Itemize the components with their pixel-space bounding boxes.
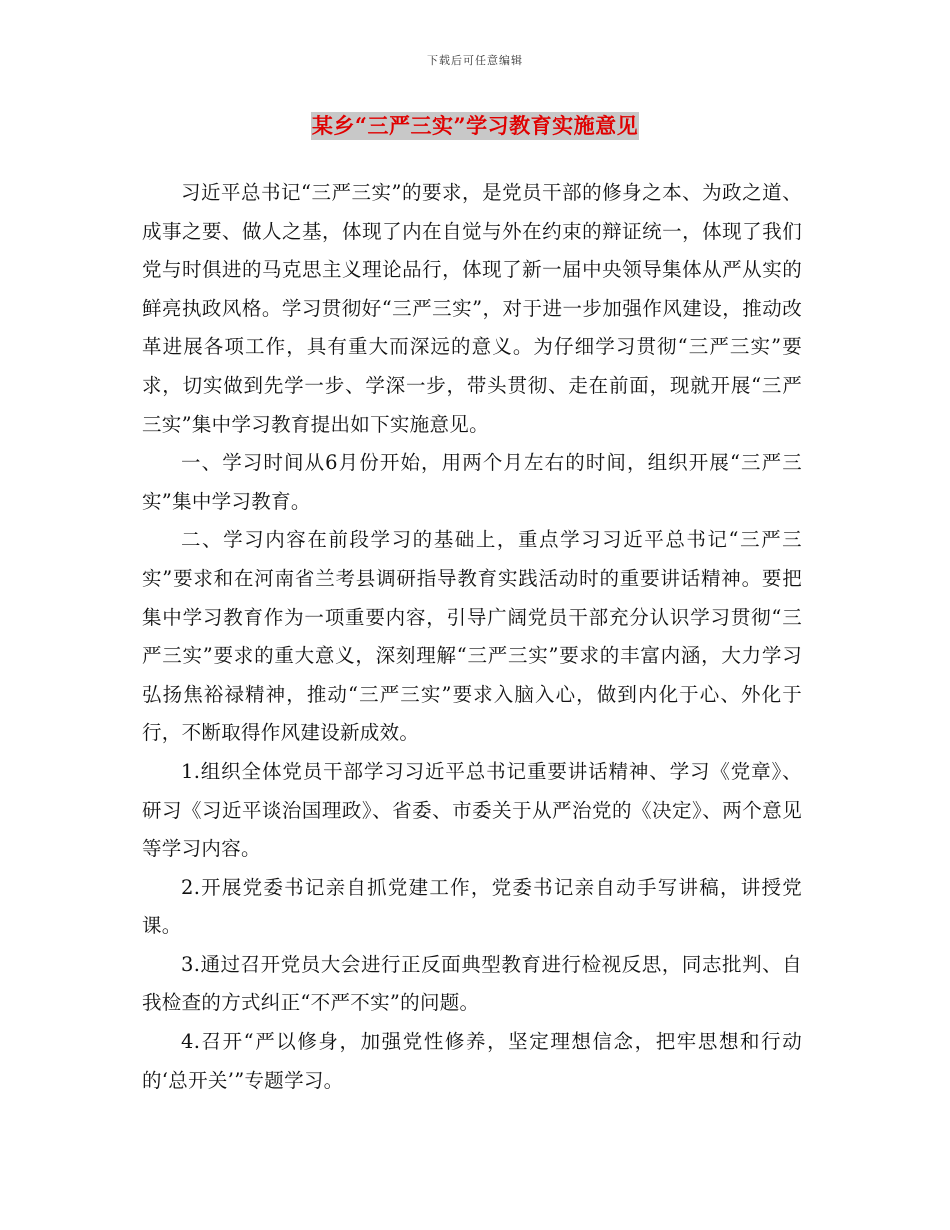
document-title: 某乡“三严三实”学习教育实施意见	[311, 113, 639, 138]
paragraph-item-3: 3.通过召开党员大会进行正反面典型教育进行检视反思，同志批判、自我检查的方式纠正“不严不实”的问题。	[142, 952, 802, 1015]
paragraph-item-4: 4.召开“严以修身，加强党性修养，坚定理想信念，把牢思想和行动的‘总开关’”专题学习。	[142, 1030, 802, 1092]
paragraph-item-1: 1.组织全体党员干部学习习近平总书记重要讲话精神、学习《党章》、研习《习近平谈治国理政》、省委、市委关于从严治党的《决定》、两个意见等学习内容。	[142, 759, 802, 861]
document-body	[142, 174, 802, 1100]
header-note: 下载后可任意编辑	[427, 54, 523, 67]
paragraph-section-1: 一、学习时间从6月份开始，用两个月左右的时间，组织开展“三严三实”集中学习教育。	[142, 451, 802, 513]
paragraph-section-2: 二、学习内容在前段学习的基础上，重点学习习近平总书记“三严三实”要求和在河南省兰考县调研指导教育实践活动时的重要讲话精神。要把集中学习教育作为一项重要内容，引导广阔党员干部充分认识学习贯彻“三严三实”要求的重大意义，深刻理解“三严三实”要求的丰富内涵，大力学习弘扬焦裕禄精神，推动“三严三实”要求入脑入心，做到内化于心、外化于行，不断取得作风建设新成效。	[142, 528, 802, 745]
paragraph-intro: 习近平总书记“三严三实”的要求，是党员干部的修身之本、为政之道、成事之要、做人之基，体现了内在自觉与外在约束的辩证统一，体现了我们党与时俱进的马克思主义理论品行，体现了新一届中央领导集体从严从实的鲜亮执政风格。学习贯彻好“三严三实”，对于进一步加强作风建设，推动改革进展各项工作，具有重大而深远的意义。为仔细学习贯彻“三严三实”要求，切实做到先学一步、学深一步，带头贯彻、走在前面，现就开展“三严三实”集中学习教育提出如下实施意见。	[142, 181, 802, 436]
title-container	[0, 112, 950, 140]
paragraph-item-2: 2.开展党委书记亲自抓党建工作，党委书记亲自动手写讲稿，讲授党课。	[142, 875, 802, 938]
